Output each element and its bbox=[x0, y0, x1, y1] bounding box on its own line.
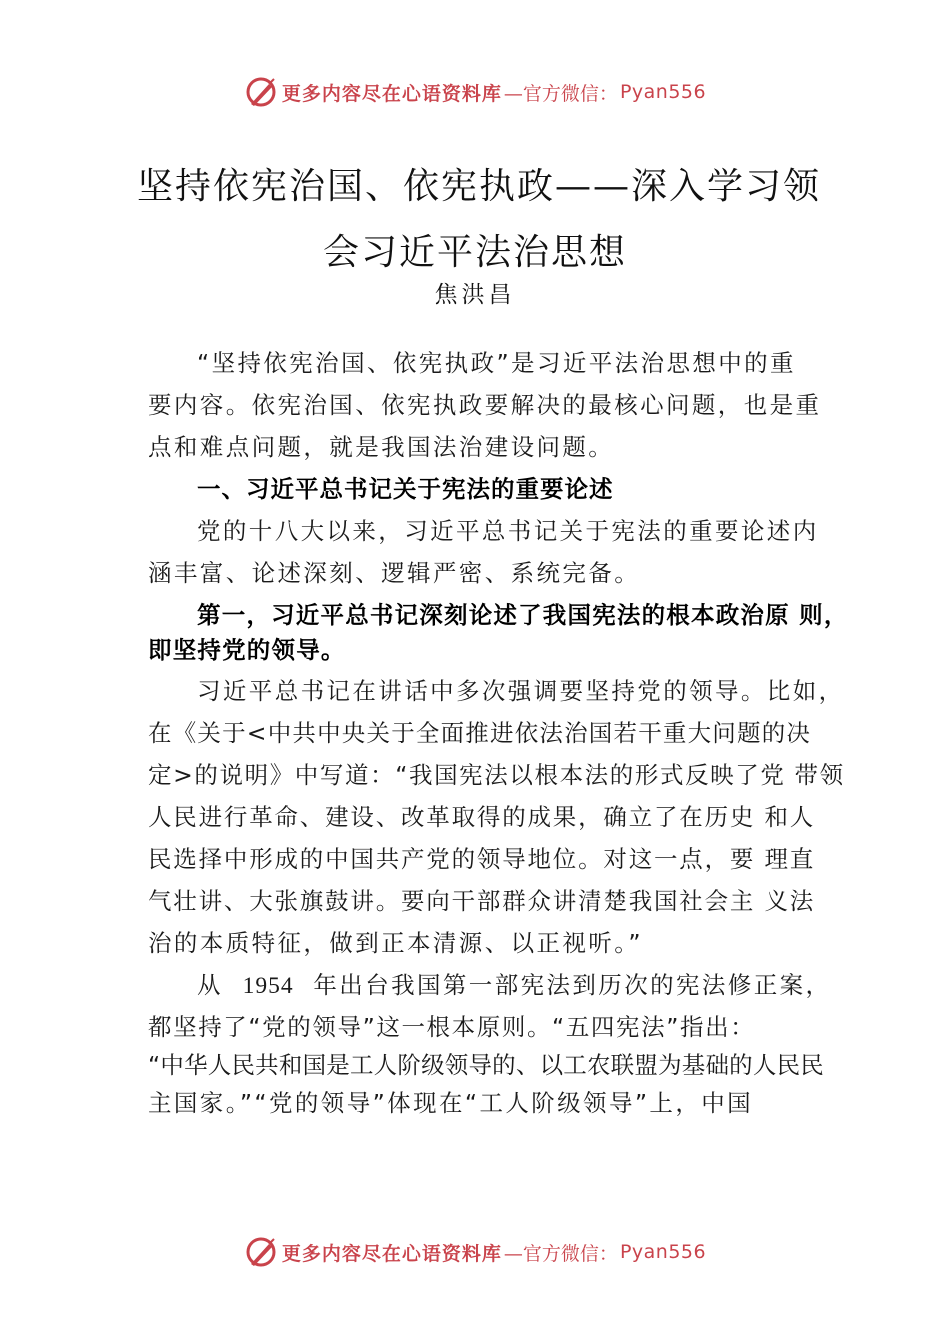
banner-text: 更多内容尽在心语资料库 bbox=[281, 1242, 502, 1265]
body-line: 民选择中形成的中国共产党的领导地位。对这一点，要 理直 bbox=[148, 845, 816, 873]
document-title-line-1: 坚持依宪治国、依宪执政——深入学习领 bbox=[136, 166, 821, 207]
body-text: 从 bbox=[197, 971, 223, 999]
body-line: “中华人民共和国是工人阶级领导的、以工农联盟为基础的人民民 bbox=[148, 1051, 824, 1079]
body-line: 涵丰富、论述深刻、逻辑严密、系统完备。 bbox=[148, 559, 641, 587]
banner-text: 更多内容尽在心语资料库 bbox=[281, 82, 502, 105]
body-line: 点和难点问题，就是我国法治建设问题。 bbox=[148, 433, 615, 461]
document-title-line-2: 会习近平法治思想 bbox=[322, 232, 627, 273]
body-line: 主国家。”“党的领导”体现在“工人阶级领导”上，中国 bbox=[148, 1089, 754, 1117]
body-line: 习近平总书记在讲话中多次强调要坚持党的领导。比如， bbox=[197, 677, 845, 705]
body-line bbox=[197, 966, 887, 1000]
body-line: 定>的说明》中写道：“我国宪法以根本法的形式反映了党 带领 bbox=[148, 761, 845, 789]
pen-logo-icon bbox=[244, 1235, 278, 1269]
body-line: 党的十八大以来，习近平总书记关于宪法的重要论述内 bbox=[197, 517, 819, 545]
year-number: 1954 bbox=[242, 973, 294, 999]
banner-wechat-id: Pyan556 bbox=[619, 81, 707, 103]
section-heading: 一、习近平总书记关于宪法的重要论述 bbox=[197, 475, 614, 503]
document-author: 焦洪昌 bbox=[434, 282, 516, 308]
body-line: 在《关于<中共中央关于全面推进依法治国若干重大问题的决 bbox=[148, 719, 812, 747]
banner-dash: —官方微信： bbox=[503, 1242, 618, 1265]
body-line: 都坚持了“党的领导”这一根本原则。“五四宪法”指出： bbox=[148, 1013, 756, 1041]
bold-paragraph-line: 第一，习近平总书记深刻论述了我国宪法的根本政治原 则， bbox=[197, 601, 849, 629]
body-line: 气壮讲、大张旗鼓讲。要向干部群众讲清楚我国社会主 义法 bbox=[148, 887, 816, 915]
body-line: 治的本质特征，做到正本清源、以正视听。” bbox=[148, 929, 643, 957]
body-text: 年出台我国第一部宪法到历次的宪法修正案， bbox=[313, 971, 832, 999]
footer-banner bbox=[0, 1232, 950, 1272]
banner-dash: —官方微信： bbox=[503, 82, 618, 105]
pen-logo-icon bbox=[244, 75, 278, 109]
header-banner bbox=[0, 72, 950, 112]
body-line: 人民进行革命、建设、改革取得的成果，确立了在历史 和人 bbox=[148, 803, 816, 831]
body-line: “坚持依宪治国、依宪执政”是习近平法治思想中的重 bbox=[197, 349, 796, 377]
body-line: 要内容。依宪治国、依宪执政要解决的最核心问题，也是重 bbox=[148, 391, 822, 419]
bold-paragraph-line: 即坚持党的领导。 bbox=[148, 636, 346, 664]
banner-wechat-id: Pyan556 bbox=[619, 1241, 707, 1263]
